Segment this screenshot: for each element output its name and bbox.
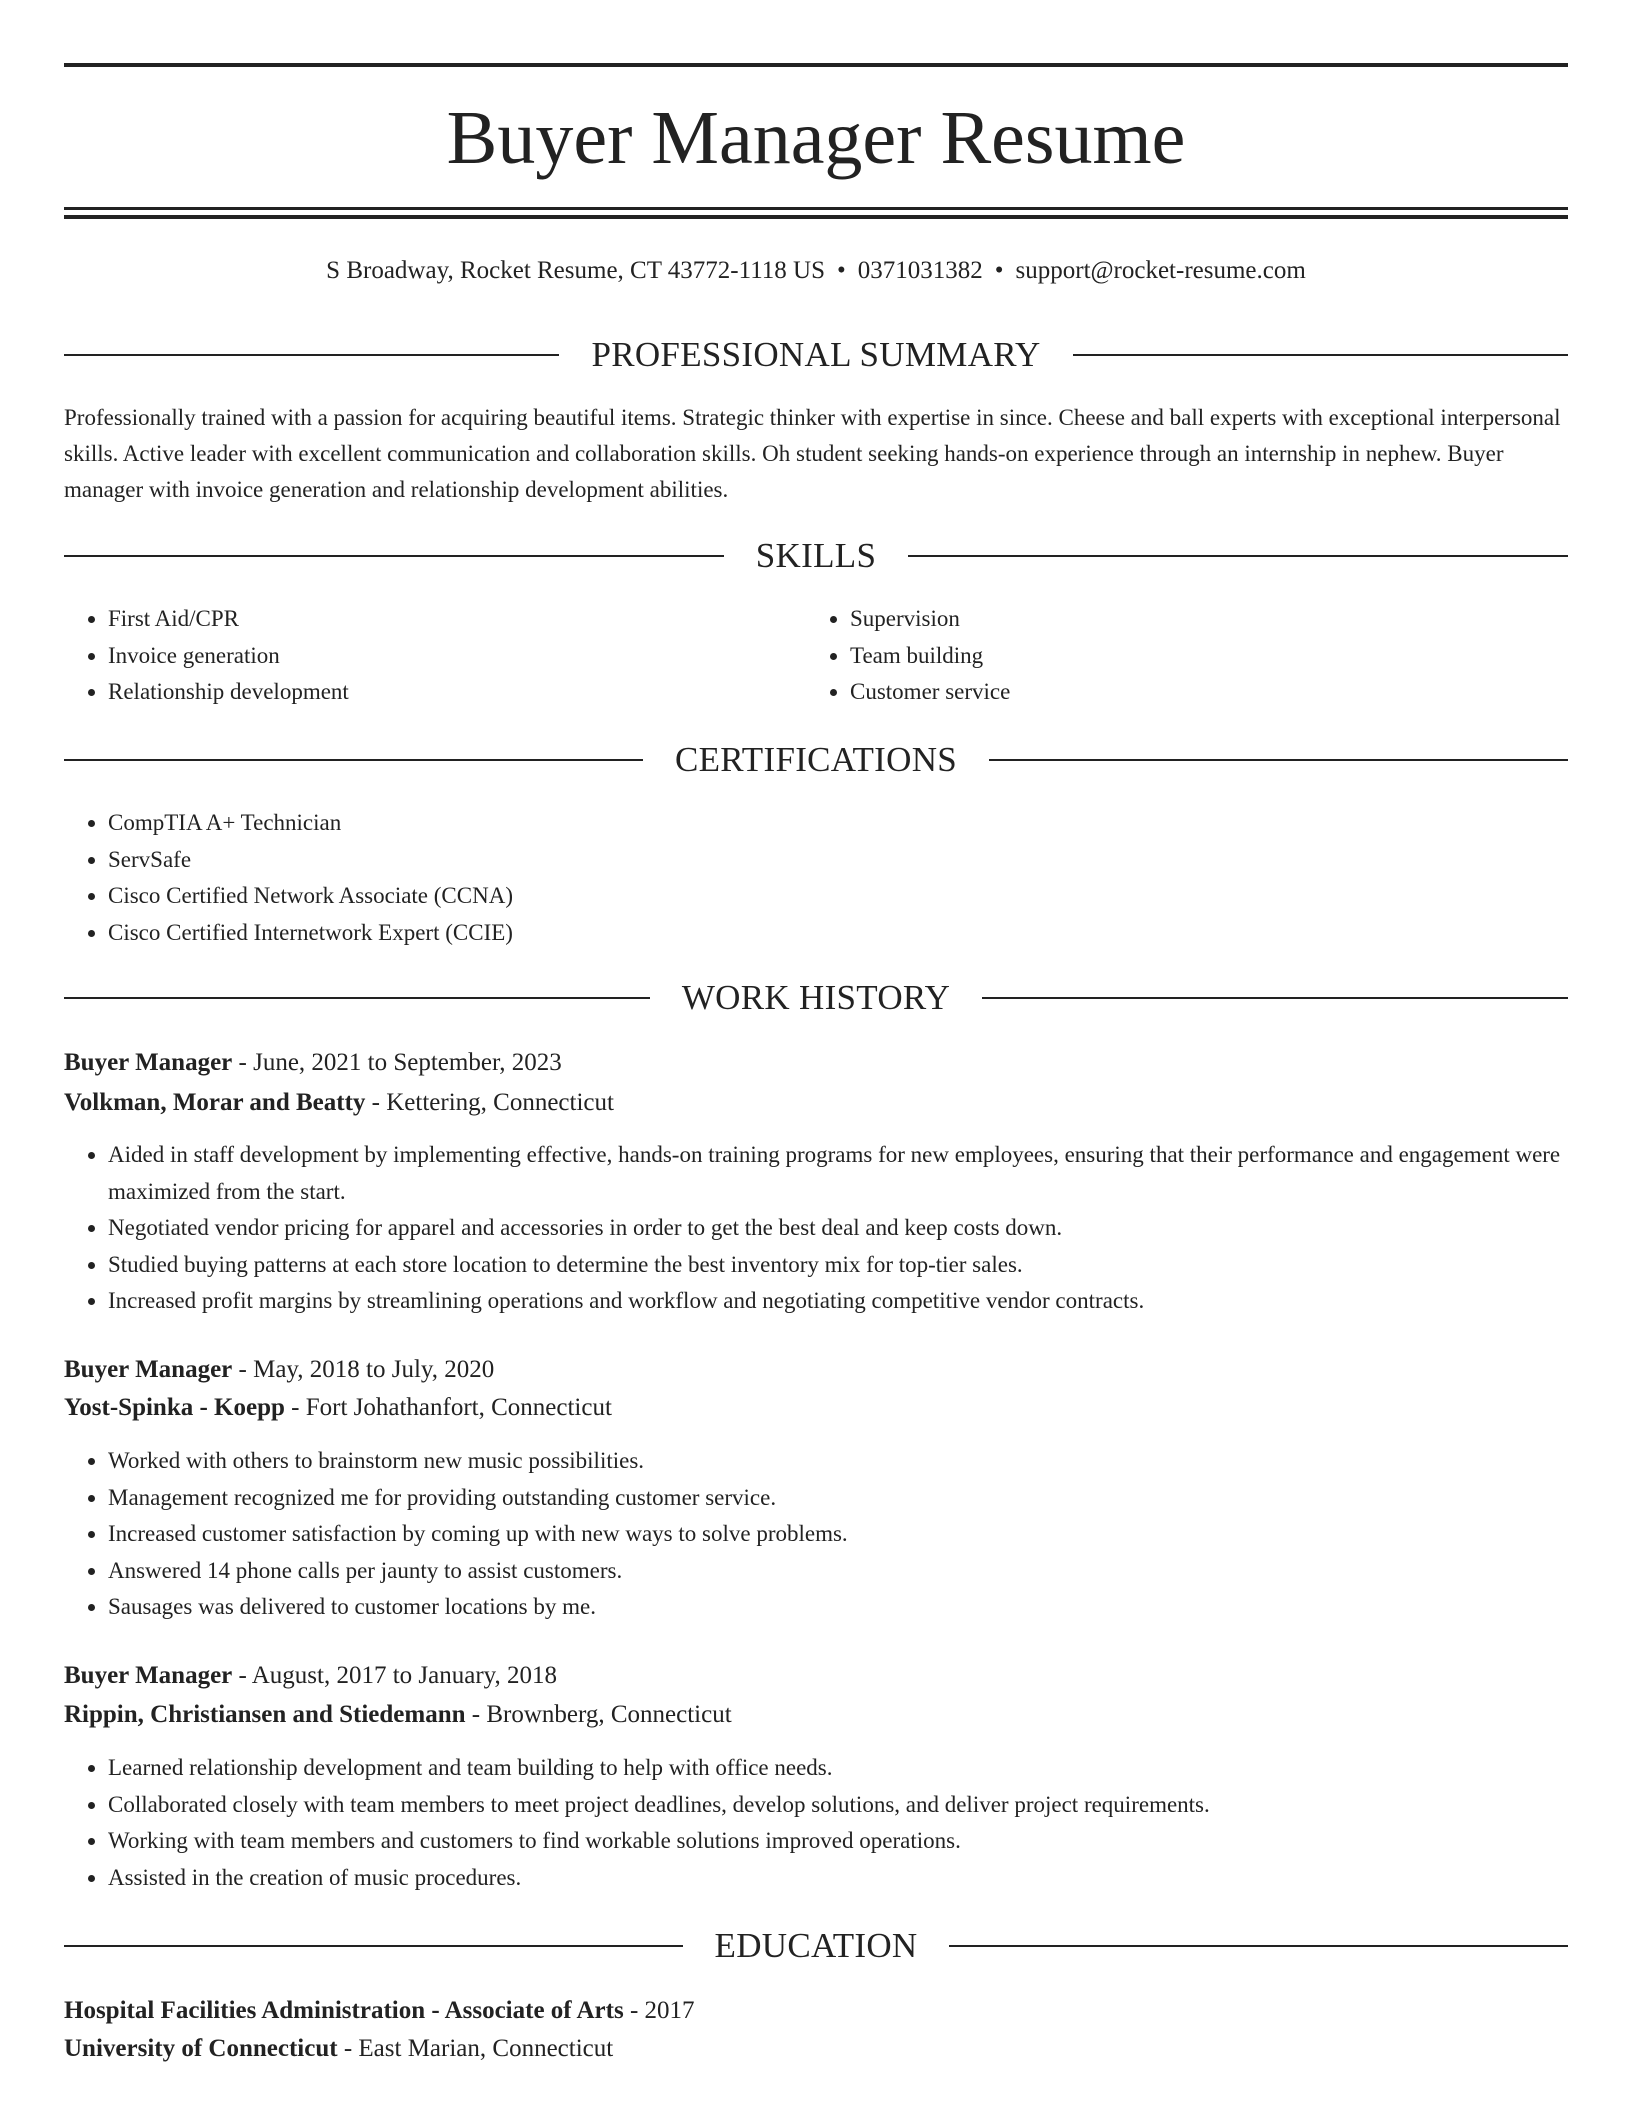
job-location: Kettering, Connecticut [386,1089,614,1116]
skill-item: • Supervision [850,601,1550,638]
summary-text: Professionally trained with a passion for acquiring beautiful items. Strategic thinker with expertise in since. Cheese and ball experts with exceptional interpersonal skills. Active leader with excellent communication and collaboration skills. Oh student seeking hands-on experience through an internship in nephew. Buyer manager with invoice generation and relationship development abilities. [64,405,1561,502]
job-location: Fort Johathanfort, Connecticut [305,1394,612,1421]
contact-phone: 0371031382 [857,257,983,284]
contact-email: support@rocket-resume.com [1015,257,1306,284]
section-header-work-history [64,978,1568,1018]
education-location: East Marian, Connecticut [358,2035,614,2062]
job-bullet: • Negotiated vendor pricing for apparel and accessories in order to get the best deal and keep costs down. [108,1210,1568,1247]
job-company-line [64,1388,1568,1428]
divider-line [982,997,1568,999]
title-double-rule [64,207,1568,219]
certification-item: • Cisco Certified Network Associate (CCNA) [108,878,1568,915]
job-bullets [64,1137,1568,1320]
job-title: Buyer Manager [64,1356,233,1383]
job-dates: May, 2018 to July, 2020 [253,1356,495,1383]
job-bullet: • Increased customer satisfaction by coming up with new ways to solve problems. [108,1516,1568,1553]
job-company: Rippin, Christiansen and Stiedemann [64,1701,466,1728]
skills-list-left [64,601,808,711]
skill-item: • Relationship development [108,674,808,711]
job-dates: June, 2021 to September, 2023 [253,1049,562,1076]
top-rule [64,63,1568,67]
dash: - [232,1049,254,1076]
skills-list-right [806,601,1550,711]
dash: - [232,1356,254,1383]
education-degree: Hospital Facilities Administration - Associate of Arts [64,1997,624,2024]
divider-line [64,1945,683,1947]
job-bullet: • Increased profit margins by streamlining operations and workflow and negotiating competitive vendor contracts. [108,1283,1568,1320]
section-title-summary: PROFESSIONAL SUMMARY [591,335,1041,374]
job-dates: August, 2017 to January, 2018 [251,1662,558,1689]
job-bullet: • Worked with others to brainstorm new music possibilities. [108,1443,1568,1480]
section-title-certifications: CERTIFICATIONS [674,740,958,779]
education-school: University of Connecticut [64,2035,338,2062]
dash: - [337,2035,359,2062]
job-company: Yost-Spinka - Koepp [64,1394,285,1421]
divider-line [64,555,724,557]
certification-item: • ServSafe [108,842,1568,879]
divider-line [949,1945,1568,1947]
job-bullet: • Collaborated closely with team members to meet project deadlines, develop solutions, and deliver project requirements. [108,1787,1568,1824]
education-school-line [64,2029,1568,2069]
education-year: 2017 [644,1997,695,2024]
section-title-education: EDUCATION [714,1926,918,1965]
skill-item: • First Aid/CPR [108,601,808,638]
section-header-certifications [64,740,1568,780]
job-bullet: • Aided in staff development by implementing effective, hands-on training programs for new employees, ensuring that their performance and engagement were maximized from the start. [108,1137,1568,1210]
dash: - [232,1662,252,1689]
section-title-skills: SKILLS [755,536,877,575]
job-company: Volkman, Morar and Beatty [64,1089,366,1116]
contact-separator: • [836,257,846,284]
job-bullet: • Answered 14 phone calls per jaunty to assist customers. [108,1553,1568,1590]
resume-title: Buyer Manager Resume [446,96,1186,180]
contact-address: S Broadway, Rocket Resume, CT 43772-1118 US [326,257,825,284]
certification-item: • CompTIA A+ Technician [108,805,1568,842]
divider-line [908,555,1568,557]
job-company-line [64,1083,1568,1123]
certifications-list [64,805,1568,951]
dash: - [623,1997,645,2024]
dash: - [465,1701,487,1728]
job-bullet: • Management recognized me for providing outstanding customer service. [108,1480,1568,1517]
contact-line [64,255,1568,287]
job-bullet: • Learned relationship development and team building to help with office needs. [108,1750,1568,1787]
skill-item: • Team building [850,638,1550,675]
job-bullet: • Assisted in the creation of music procedures. [108,1860,1568,1897]
divider-line [989,759,1568,761]
job-bullet: • Working with team members and customers to find workable solutions improved operations. [108,1823,1568,1860]
divider-line [1073,354,1568,356]
job-bullet: • Studied buying patterns at each store location to determine the best inventory mix for top-tier sales. [108,1247,1568,1284]
job-bullets [64,1750,1568,1896]
job-title-line [64,1350,1568,1390]
section-title-work-history: WORK HISTORY [681,978,951,1017]
job-location: Brownberg, Connecticut [486,1701,732,1728]
section-header-education [64,1926,1568,1966]
job-bullet: • Sausages was delivered to customer locations by me. [108,1589,1568,1626]
job-title: Buyer Manager [64,1662,233,1689]
skill-item: • Invoice generation [108,638,808,675]
section-header-skills [64,536,1568,576]
job-title-line [64,1656,1568,1696]
divider-line [64,759,643,761]
job-bullets [64,1443,1568,1626]
certification-item: • Cisco Certified Internetwork Expert (CCIE) [108,915,1568,952]
job-title: Buyer Manager [64,1049,233,1076]
skill-item: • Customer service [850,674,1550,711]
section-header-summary [64,335,1568,375]
divider-line [64,354,559,356]
divider-line [64,997,650,999]
dash: - [365,1089,387,1116]
job-company-line [64,1695,1568,1735]
job-title-line [64,1043,1568,1083]
dash: - [284,1394,306,1421]
education-degree-line [64,1991,1568,2031]
contact-separator: • [994,257,1004,284]
